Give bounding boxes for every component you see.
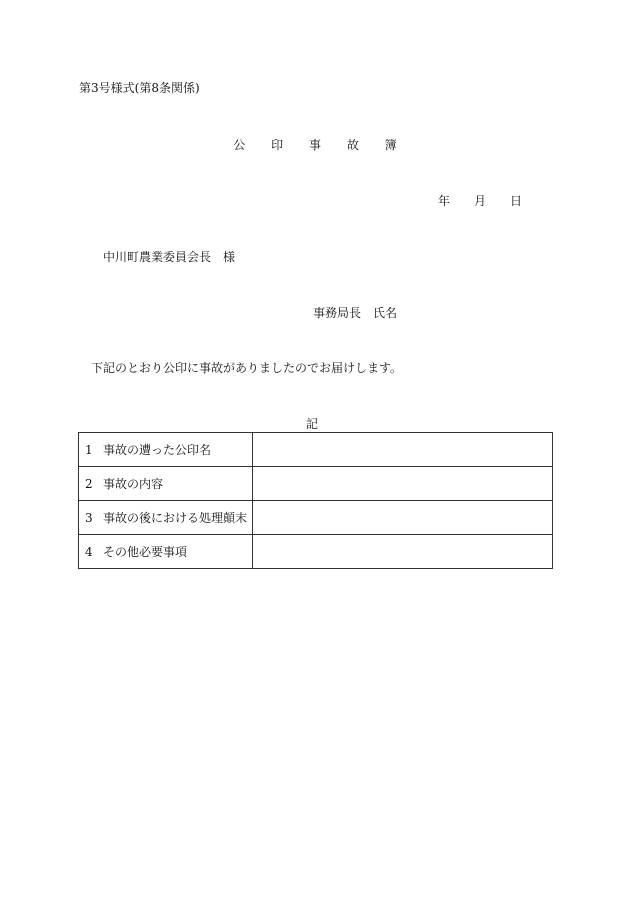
title-char: 印: [271, 138, 284, 152]
item-label-cell: [79, 433, 253, 467]
item-value-cell: [253, 433, 553, 467]
item-label: その他必要事項: [103, 545, 188, 559]
title-char: 簿: [384, 138, 397, 152]
item-value-cell: [253, 535, 553, 569]
item-number: 4: [85, 545, 93, 559]
year-label: 年: [438, 194, 451, 208]
item-number: 3: [85, 511, 93, 525]
incident-table: [78, 432, 553, 569]
table-row: [79, 467, 553, 501]
form-number-label: 第3号様式(第8条関係): [79, 81, 200, 95]
table-row: [79, 535, 553, 569]
day-label: 日: [510, 194, 523, 208]
ki-label: 記: [306, 417, 319, 431]
item-number: 2: [85, 477, 93, 491]
document-title: [200, 138, 430, 152]
item-label-cell: [79, 501, 253, 535]
addressee: 中川町農業委員会長 様: [103, 250, 236, 264]
item-label: 事故の内容: [103, 477, 164, 491]
table-row: [79, 501, 553, 535]
table-row: [79, 433, 553, 467]
item-number: 1: [85, 443, 93, 457]
sender-signature: 事務局長 氏名: [313, 306, 398, 320]
month-label: 月: [474, 194, 487, 208]
title-char: 公: [233, 138, 246, 152]
title-char: 事: [308, 138, 321, 152]
item-value-cell: [253, 501, 553, 535]
item-value-cell: [253, 467, 553, 501]
body-text: 下記のとおり公印に事故がありましたのでお届けします。: [91, 361, 403, 375]
item-label: 事故の遭った公印名: [103, 443, 212, 457]
title-char: 故: [346, 138, 359, 152]
date-line: [438, 194, 522, 208]
item-label: 事故の後における処理顛末: [103, 511, 248, 525]
item-label-cell: [79, 535, 253, 569]
item-label-cell: [79, 467, 253, 501]
